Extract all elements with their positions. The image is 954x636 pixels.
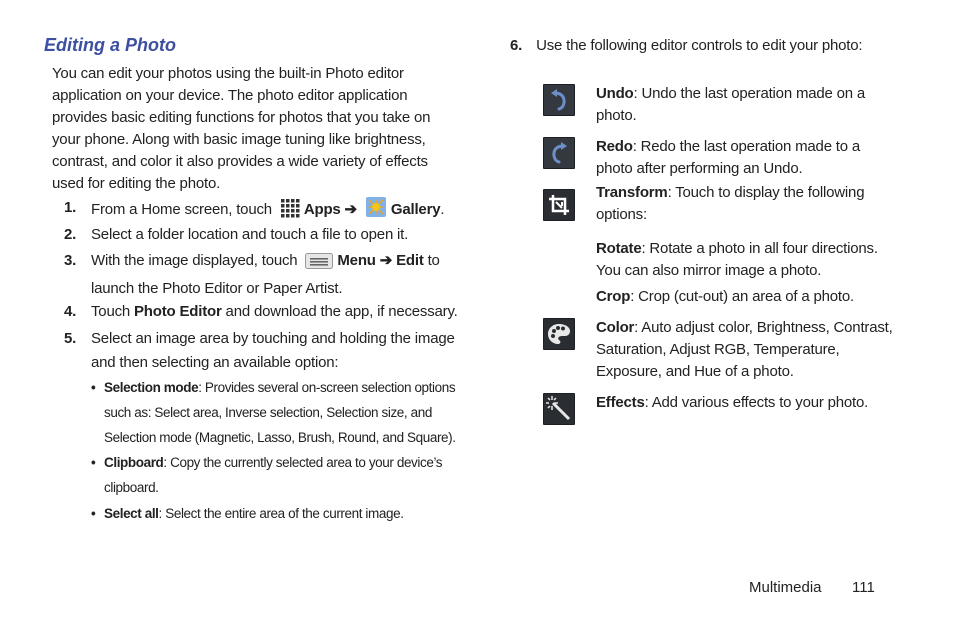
control-undo: Undo: Undo the last operation made on a photo. xyxy=(596,85,866,124)
magic-wand-icon xyxy=(543,393,575,425)
step-number: 6. xyxy=(510,37,523,54)
bullet-selection-mode: • Selection mode: Provides several on-screen selection options such as: Select area, Inverse selection, Selection size, and Selection mode (Magnetic, Lasso, Brush, Round, and Square). xyxy=(91,380,456,445)
footer-page-number: 111 xyxy=(852,579,875,596)
step-number: 5. xyxy=(64,330,77,347)
control-rotate: Rotate: Rotate a photo in all four directions. You can also mirror image a photo. xyxy=(596,240,878,279)
arrow: ➔ xyxy=(379,252,393,269)
step-text: With the image displayed, touch xyxy=(91,252,298,269)
intro-paragraph: You can edit your photos using the built-in Photo editor application on your device. The photo editor application provides basic editing functions for photos that you take on your phone. Along with basic image tuning like brightness, contrast, and color it also provides a wide variety of effects used for editing the photo. xyxy=(52,65,431,192)
menu-key-icon xyxy=(305,253,333,277)
step-4: 4. Touch Photo Editor and download the app, if necessary. xyxy=(52,300,462,324)
bullet-text: : Provides several on-screen selection options such as: Select area, Inverse selection, Selection size, and Selection mode (Magnetic, Lasso, Brush, Round, and Square). xyxy=(104,380,456,445)
undo-icon xyxy=(543,84,575,116)
step-number: 4. xyxy=(64,303,77,320)
bullet-term: Clipboard xyxy=(104,455,164,470)
step-text: Use the following editor controls to edit your photo: xyxy=(536,37,863,54)
redo-icon xyxy=(543,137,575,169)
bullet-term: Selection mode xyxy=(104,380,199,395)
step-text: Select an image area by touching and holding the image and then selecting an available option: xyxy=(91,330,455,371)
step-2 xyxy=(52,223,462,247)
footer-section-name: Multimedia xyxy=(749,579,822,596)
apps-label: Apps xyxy=(303,201,341,218)
step-text: Select a folder location and touch a file to open it. xyxy=(91,226,409,243)
palette-icon xyxy=(543,318,575,350)
arrow: ➔ xyxy=(344,201,357,218)
step-number: 3. xyxy=(64,252,77,269)
control-redo: Redo: Redo the last operation made to a photo after performing an Undo. xyxy=(596,138,861,177)
control-crop: Crop: Crop (cut-out) an area of a photo. xyxy=(596,288,854,305)
step-text: From a Home screen, touch xyxy=(91,201,272,218)
bullet-select-all: • Select all: Select the entire area of the current image. xyxy=(91,506,404,521)
bullet-clipboard: • Clipboard: Copy the currently selected area to your device’s clipboard. xyxy=(91,455,443,495)
transform-icon xyxy=(543,189,575,221)
edit-label: Edit xyxy=(396,252,424,269)
step-number: 2. xyxy=(64,226,77,243)
control-effects: Effects: Add various effects to your photo. xyxy=(596,394,869,411)
gallery-icon xyxy=(365,196,387,226)
control-transform: Transform: Touch to display the following options: xyxy=(596,184,865,223)
gallery-label: Gallery xyxy=(390,201,441,218)
bullet-term: Select all xyxy=(104,506,159,521)
bullet-text: : Select the entire area of the current image. xyxy=(158,506,404,521)
page-heading: Editing a Photo xyxy=(44,35,176,55)
photo-editor-label: Photo Editor xyxy=(134,303,222,320)
apps-grid-icon xyxy=(280,198,300,226)
control-color: Color: Auto adjust color, Brightness, Contrast, Saturation, Adjust RGB, Temperature, Exposure, and Hue of a photo. xyxy=(596,319,893,380)
step-6 xyxy=(510,35,930,57)
step-5 xyxy=(52,327,462,375)
step-number: 1. xyxy=(64,199,77,216)
step-1: 1. From a Home screen, touch Apps ➔ Gallery. xyxy=(52,196,462,226)
step-3: 3. With the image displayed, touch Menu ➔ Edit to launch the Photo Editor or Paper Artist. xyxy=(52,249,462,301)
menu-label: Menu xyxy=(337,252,376,269)
bullet-text: : Copy the currently selected area to your device’s clipboard. xyxy=(104,455,443,495)
